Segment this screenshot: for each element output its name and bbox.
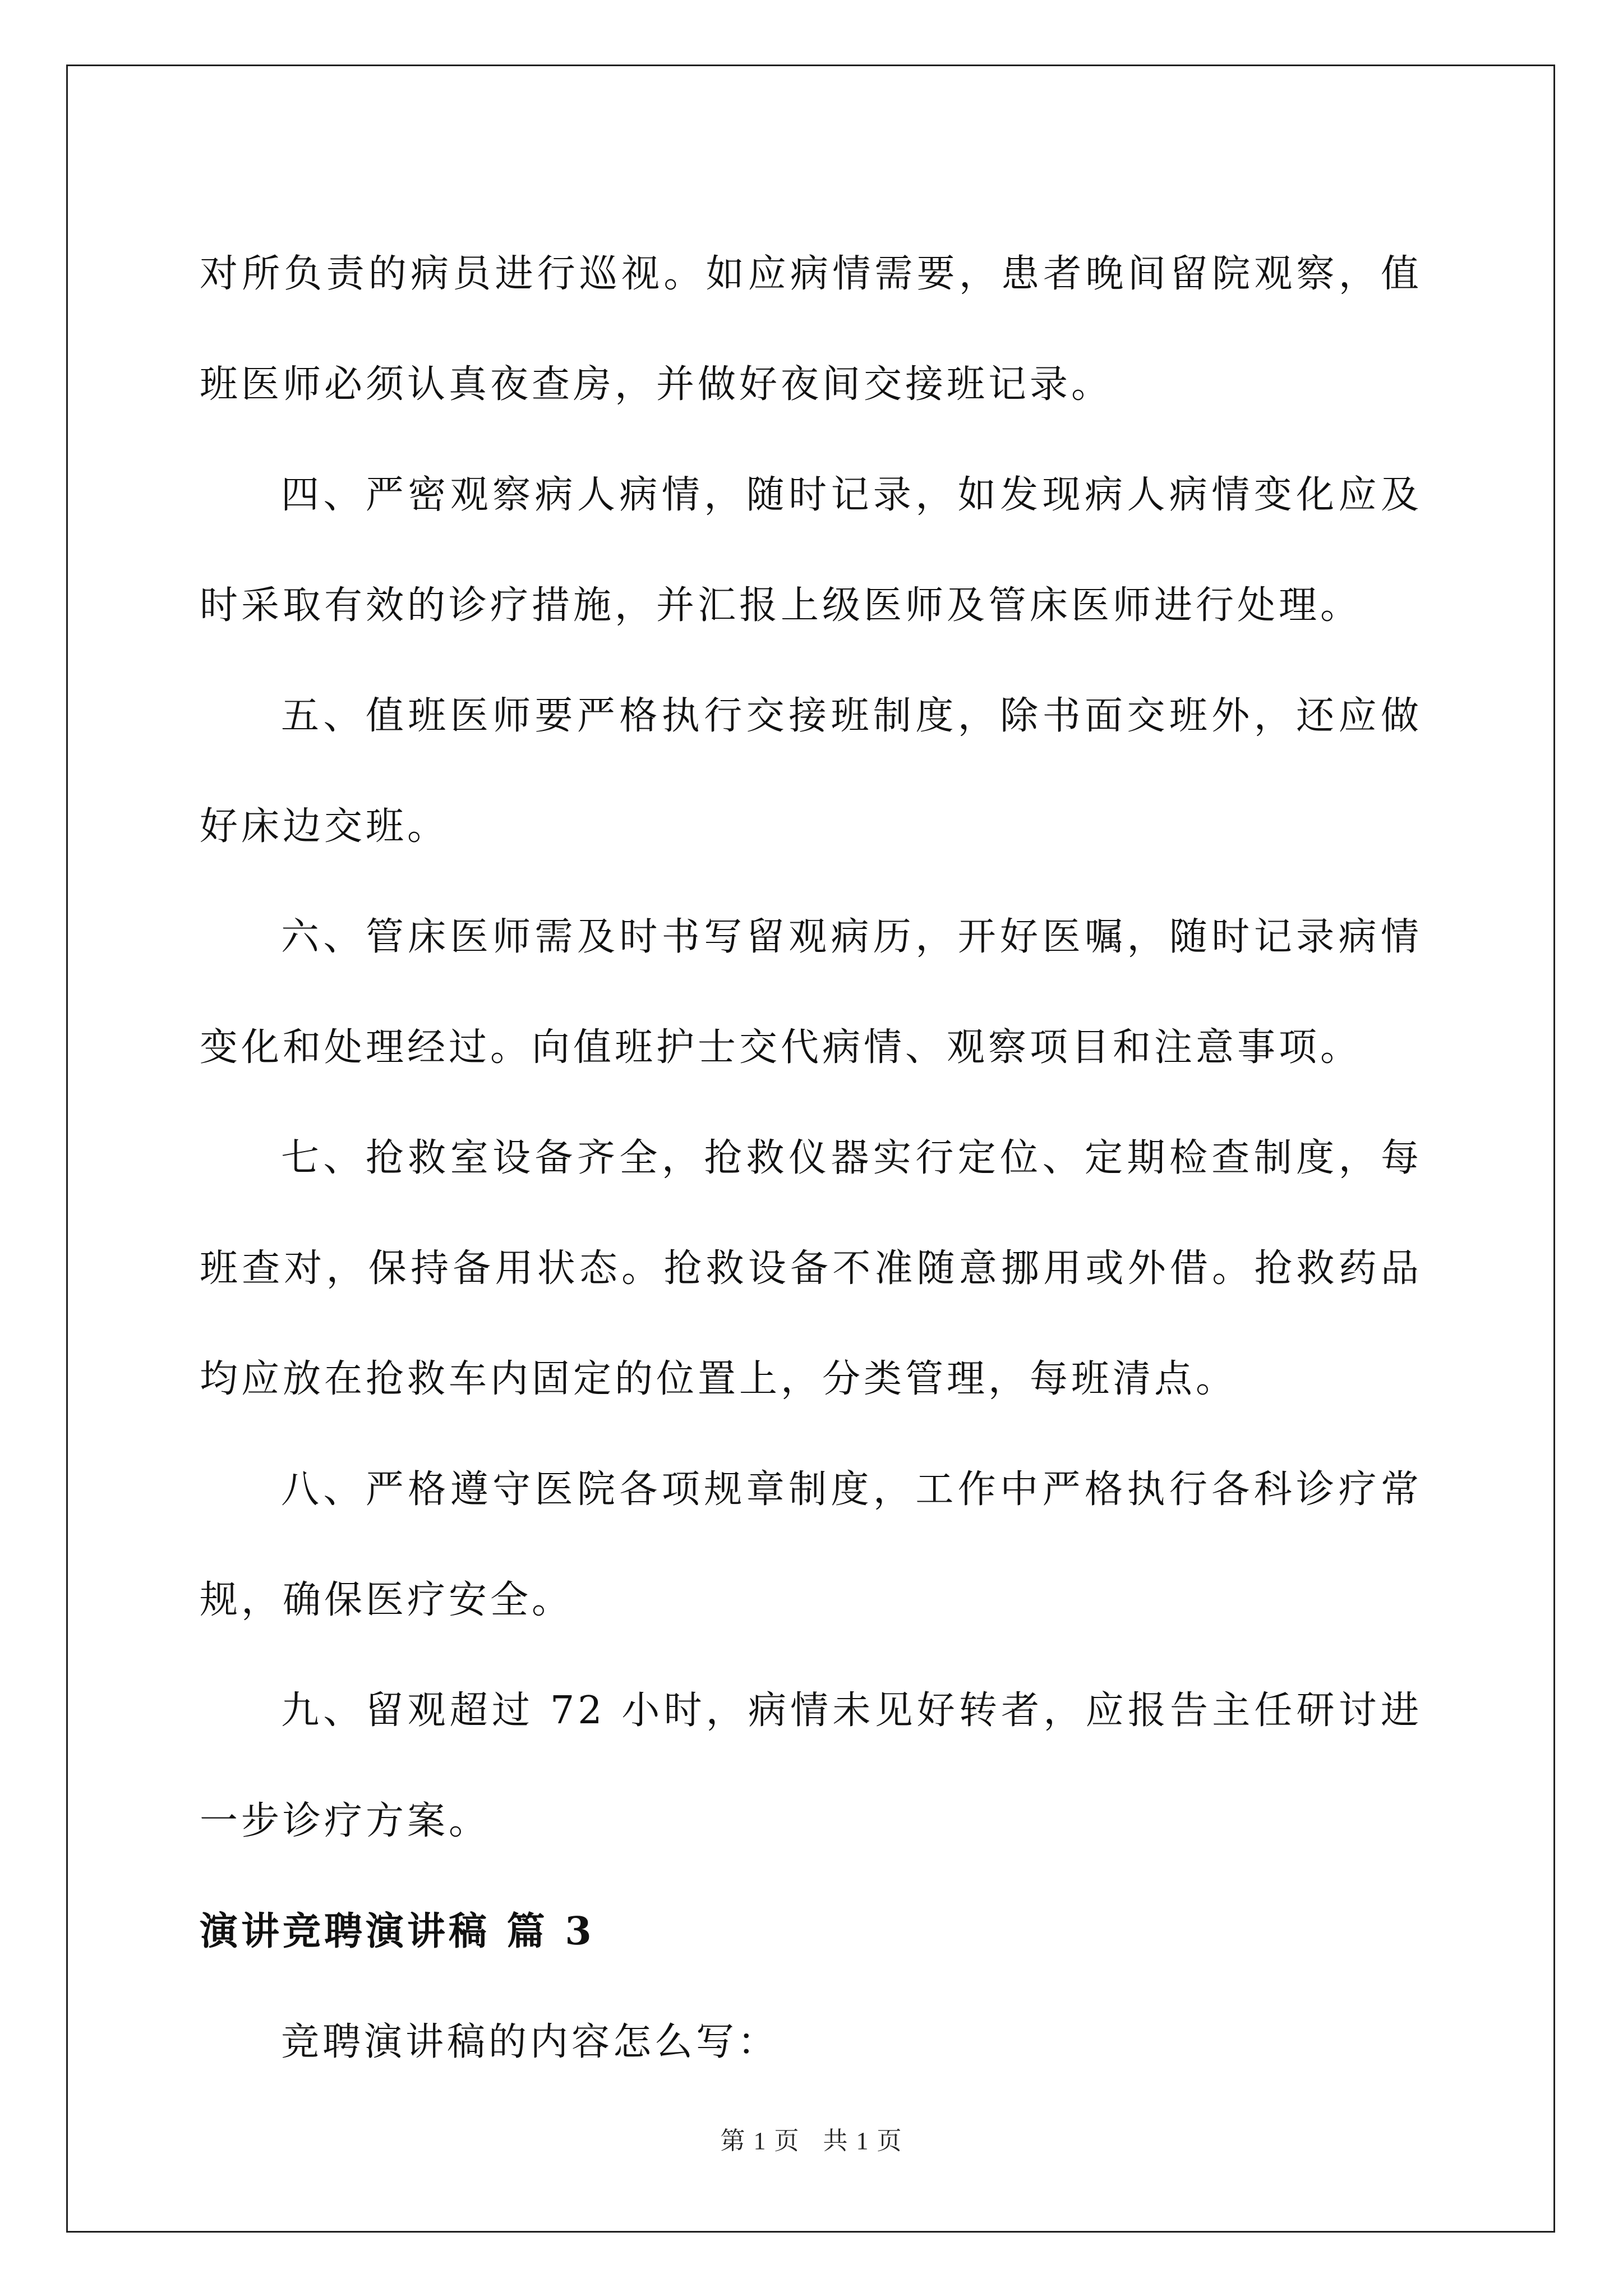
closing-paragraph: 竞聘演讲稿的内容怎么写： bbox=[281, 2020, 780, 2064]
paragraph-5: 七、抢救室设备齐全，抢救仪器实行定位、定期检查制度，每班查对，保持备用状态。抢救设备不准随意挪用或外借。抢救药品均应放在抢救车内固定的位置上，分类管理，每班清点。 bbox=[200, 1136, 1422, 1401]
paragraph-3: 五、值班医师要严格执行交接班制度，除书面交班外，还应做好床边交班。 bbox=[200, 694, 1422, 849]
paragraph-6: 八、严格遵守医院各项规章制度，工作中严格执行各科诊疗常规，确保医疗安全。 bbox=[200, 1467, 1422, 1622]
section-title: 演讲竞聘演讲稿 篇 3 bbox=[200, 1909, 595, 1954]
paragraph-1: 对所负责的病员进行巡视。如应病情需要，患者晚间留院观察，值班医师必须认真夜查房，并做好夜间交接班记录。 bbox=[200, 252, 1422, 407]
paragraph-2: 四、严密观察病人病情，随时记录，如发现病人病情变化应及时采取有效的诊疗措施，并汇报上级医师及管床医师进行处理。 bbox=[200, 473, 1422, 628]
paragraph-7: 九、留观超过 72 小时，病情未见好转者，应报告主任研讨进一步诊疗方案。 bbox=[200, 1688, 1422, 1843]
document-body bbox=[200, 219, 1422, 2097]
page-footer bbox=[0, 2120, 1623, 2156]
page-total: 共 1 页 bbox=[823, 2127, 903, 2155]
paragraph-4: 六、管床医师需及时书写留观病历，开好医嘱，随时记录病情变化和处理经过。向值班护士交代病情、观察项目和注意事项。 bbox=[200, 915, 1422, 1070]
page-number: 第 1 页 bbox=[720, 2127, 800, 2155]
